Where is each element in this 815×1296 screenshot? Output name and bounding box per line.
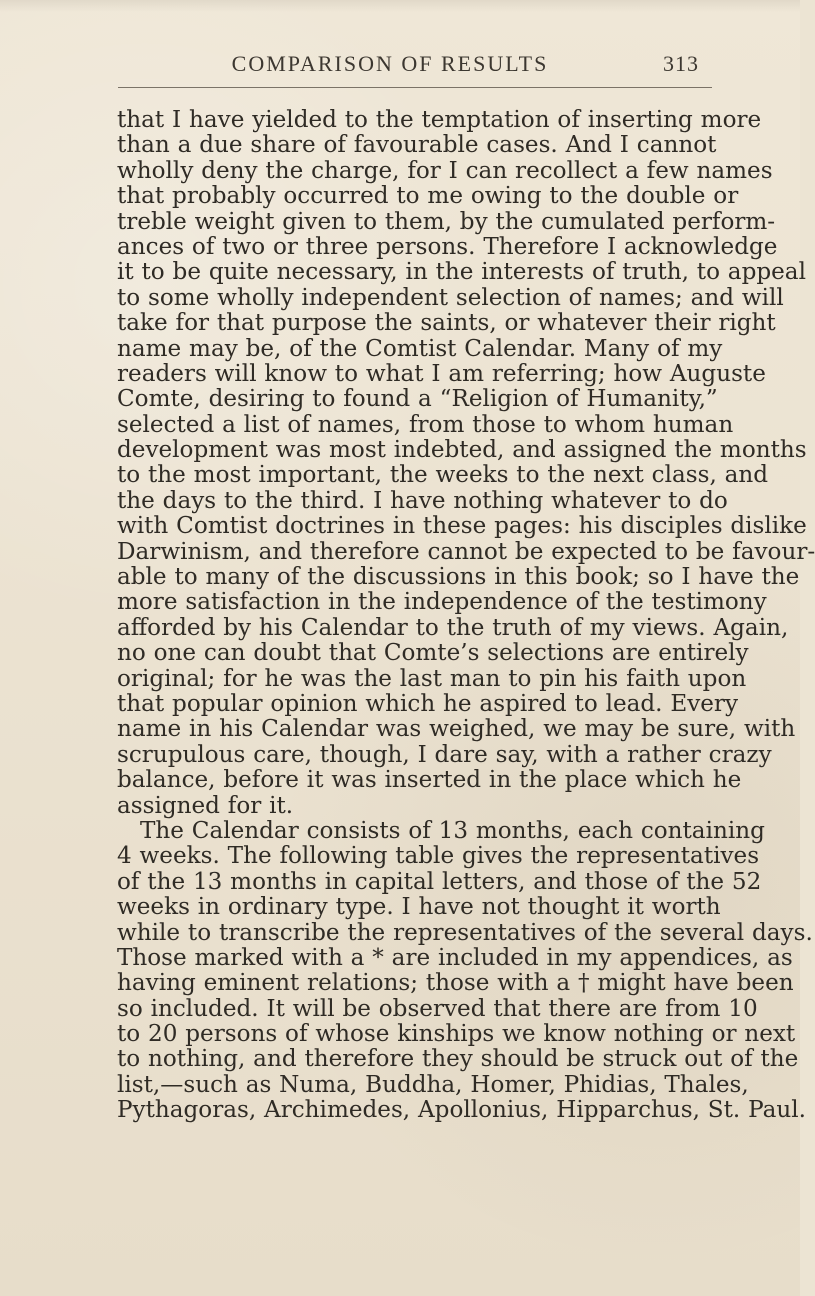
text-line: ances of two or three persons. Therefore I acknowledge	[117, 233, 778, 260]
text-line: with Comtist doctrines in these pages: his disciples dislike	[117, 513, 807, 540]
text-line: name may be, of the Comtist Calendar. Many of my	[117, 335, 723, 362]
text-line: to 20 persons of whose kinships we know nothing or next	[117, 1021, 796, 1048]
text-line: the days to the third. I have nothing whatever to do	[117, 487, 728, 514]
text-line: while to transcribe the representatives of the several days.	[117, 919, 813, 946]
text-line: able to many of the discussions in this book; so I have the	[117, 564, 800, 591]
text-line: Pythagoras, Archimedes, Apollonius, Hipparchus, St. Paul.	[117, 1097, 806, 1124]
text-line: to nothing, and therefore they should be struck out of the	[117, 1046, 799, 1073]
text-line: that probably occurred to me owing to the double or	[117, 183, 739, 210]
text-line: scrupulous care, though, I dare say, with a rather crazy	[117, 741, 772, 768]
text-line: readers will know to what I am referring; how Auguste	[117, 360, 766, 387]
text-line: to some wholly independent selection of names; and will	[117, 284, 784, 311]
page-header	[0, 0, 800, 95]
text-line: than a due share of favourable cases. And I cannot	[117, 132, 717, 159]
text-line: Those marked with a * are included in my appendices, as	[117, 944, 793, 971]
text-line: weeks in ordinary type. I have not thought it worth	[117, 894, 721, 921]
paragraph-start-line: The Calendar consists of 13 months, each containing	[140, 817, 765, 844]
text-line: assigned for it.	[117, 792, 294, 819]
header-rule	[118, 87, 712, 88]
text-line: no one can doubt that Comte’s selections are entirely	[117, 640, 749, 667]
text-line: Darwinism, and therefore cannot be expected to be favour-	[117, 538, 815, 565]
text-line: treble weight given to them, by the cumulated perform-	[117, 208, 776, 235]
text-line: more satisfaction in the independence of the testimony	[117, 589, 767, 616]
text-line: Comte, desiring to found a “Religion of Humanity,”	[117, 386, 718, 413]
text-line: name in his Calendar was weighed, we may be sure, with	[117, 716, 796, 743]
text-line: that I have yielded to the temptation of inserting more	[117, 107, 762, 133]
text-line: 4 weeks. The following table gives the representatives	[117, 843, 760, 870]
text-line: balance, before it was inserted in the place which he	[117, 767, 742, 794]
text-line: development was most indebted, and assigned the months	[117, 437, 807, 464]
page-number: 313	[663, 51, 699, 76]
text-line: original; for he was the last man to pin his faith upon	[117, 665, 747, 692]
text-line: list,—such as Numa, Buddha, Homer, Phidias, Thales,	[117, 1071, 749, 1098]
text-line: having eminent relations; those with a † might have been	[117, 970, 794, 997]
body-text	[117, 107, 815, 1124]
text-line: take for that purpose the saints, or whatever their right	[117, 310, 776, 337]
text-line: wholly deny the charge, for I can recollect a few names	[117, 157, 773, 184]
text-line: to the most important, the weeks to the next class, and	[117, 462, 769, 489]
running-head: COMPARISON OF RESULTS	[231, 51, 549, 76]
text-line: of the 13 months in capital letters, and those of the 52	[117, 868, 762, 895]
text-line: that popular opinion which he aspired to lead. Every	[117, 690, 739, 717]
text-line: afforded by his Calendar to the truth of my views. Again,	[117, 614, 789, 641]
text-line: it to be quite necessary, in the interests of truth, to appeal	[117, 259, 806, 286]
text-line: so included. It will be observed that there are from 10	[117, 995, 758, 1022]
text-line: selected a list of names, from those to whom human	[117, 411, 734, 438]
